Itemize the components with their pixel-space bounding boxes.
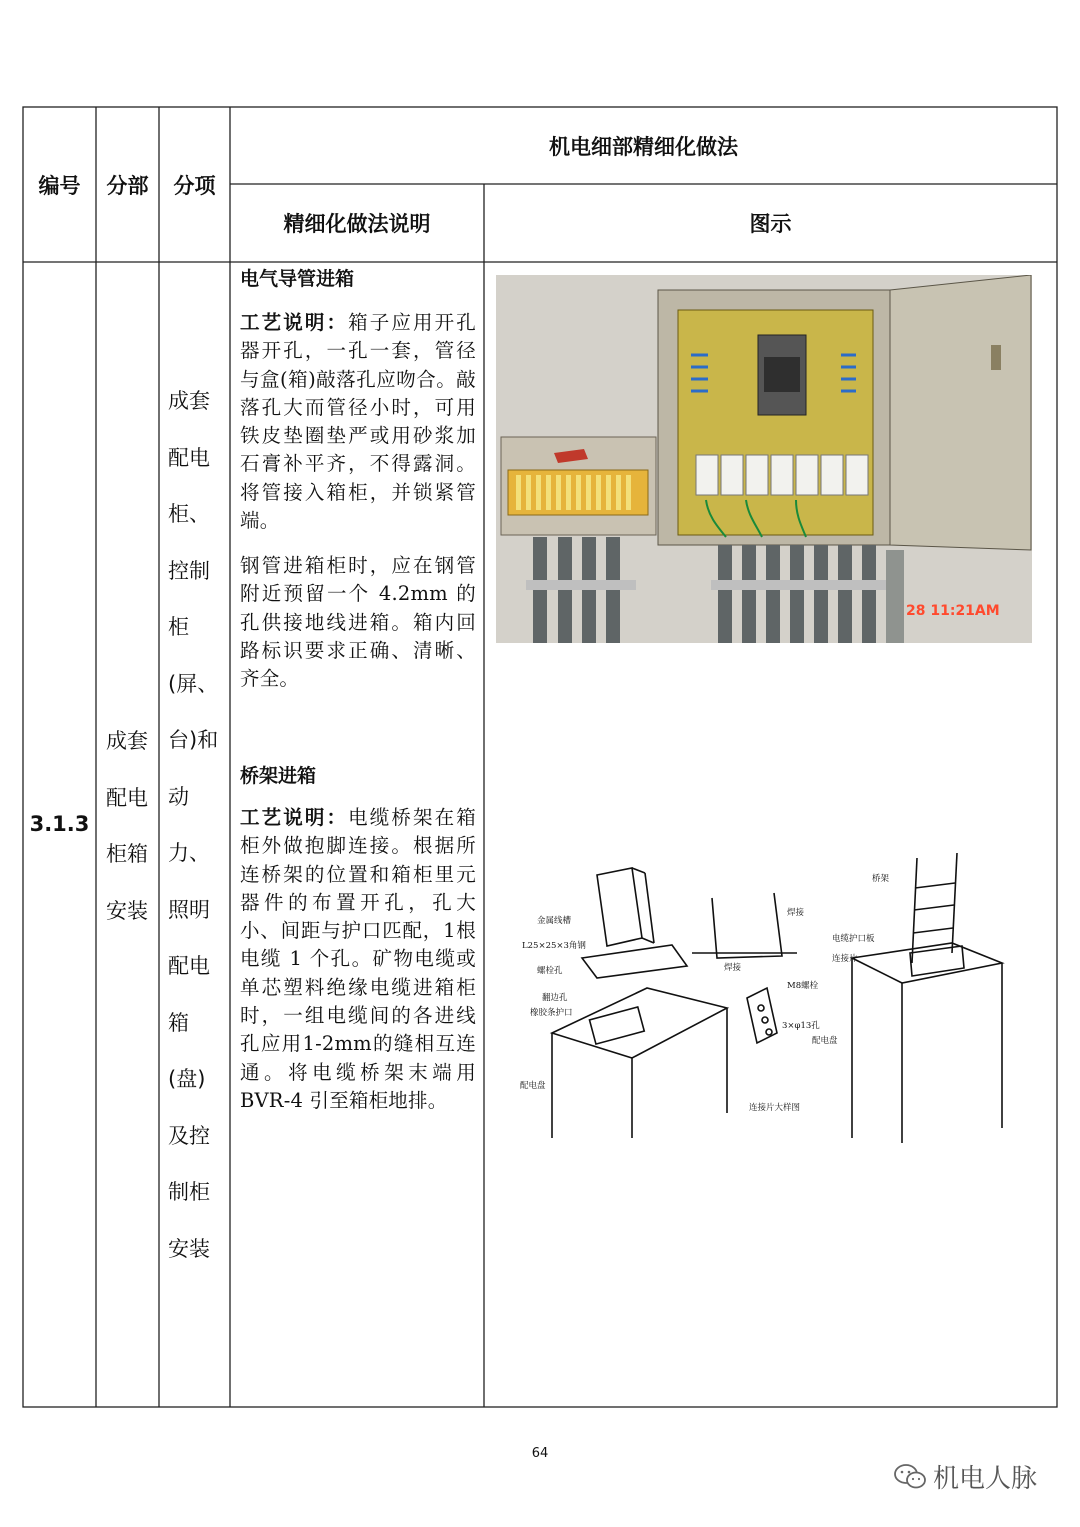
wechat-icon xyxy=(893,1463,927,1491)
item-line: 箱 xyxy=(168,1010,189,1035)
header-col-figure: 图示 xyxy=(749,212,792,236)
section-title-conduit: 电气导管进箱 xyxy=(240,268,355,290)
drawing-label: 橡胶条护口 xyxy=(530,1008,573,1018)
row-division xyxy=(106,713,148,939)
row-item xyxy=(168,373,218,1277)
process-text: 箱子应用开孔器开孔，一孔一套，管径与盒(箱)敲落孔应吻合。敲落孔大而管径小时，可用铁皮垫圈垫严或用砂浆加石膏补平齐，不得露洞。将管接入箱柜，并锁紧管端。 xyxy=(240,311,476,533)
section-title-tray: 桥架进箱 xyxy=(240,765,317,787)
process-text: 电缆桥架在箱柜外做抱脚连接。根据所连桥架的位置和箱柜里元器件的布置开孔，孔大小、间距与护口匹配，1根电缆 1 个孔。矿物电缆或单芯塑料绝缘电缆进箱柜时，一组电缆间的各进线孔应用1-2mm的缝相互连通。将电缆桥架末端用 BVR-4 引至箱柜地排。 xyxy=(240,806,476,1112)
drawing-label: 配电盘 xyxy=(812,1036,838,1046)
section-conduit-para2: 钢管进箱柜时，应在钢管附近预留一个 4.2mm 的孔供接地线进箱。箱内回路标识要求正确、清晰、齐全。 xyxy=(240,554,476,691)
drawing-label: 桥架 xyxy=(872,874,890,884)
item-line: 台)和 xyxy=(168,728,219,752)
photo-timestamp: 28 11:21AM xyxy=(906,603,1000,619)
header-col-division: 分部 xyxy=(106,173,149,198)
header-col-desc: 精细化做法说明 xyxy=(283,212,431,236)
drawing-label: 翻边孔 xyxy=(542,993,568,1003)
drawing-label: 3×φ13孔 xyxy=(782,1021,820,1031)
process-label: 工艺说明： xyxy=(240,806,349,829)
item-line: 力、 xyxy=(168,841,210,865)
division-line: 安装 xyxy=(106,898,148,923)
item-line: 照明 xyxy=(168,897,210,922)
item-line: (盘) xyxy=(168,1067,206,1091)
header-col-group: 机电细部精细化做法 xyxy=(549,134,738,159)
division-line: 配电 xyxy=(106,785,148,810)
item-line: 成套 xyxy=(168,389,210,413)
item-line: (屏、 xyxy=(168,671,219,696)
distribution-box-photo xyxy=(496,275,1032,643)
item-line: 及控 xyxy=(168,1123,210,1148)
drawing-label: L25×25×3角钢 xyxy=(522,941,586,951)
item-line: 控制 xyxy=(168,558,210,583)
division-line: 成套 xyxy=(106,729,148,753)
item-line: 柜 xyxy=(168,615,189,639)
item-line: 配电 xyxy=(168,954,210,978)
section-tray-para1 xyxy=(240,804,476,1115)
drawing-label: M8螺栓 xyxy=(787,981,819,991)
page-number: 64 xyxy=(531,1446,549,1461)
header-col-no: 编号 xyxy=(38,173,81,198)
drawing-label: 配电盘 xyxy=(520,1081,546,1091)
item-line: 配电 xyxy=(168,445,210,470)
drawing-label: 螺栓孔 xyxy=(537,966,563,976)
drawing-label: 焊接 xyxy=(724,963,742,973)
row-code: 3.1.3 xyxy=(29,812,90,836)
item-line: 安装 xyxy=(168,1236,210,1261)
header-col-item: 分项 xyxy=(173,173,216,198)
watermark xyxy=(893,1458,1037,1495)
drawing-label: 金属线槽 xyxy=(537,916,572,926)
drawing-label: 电缆护口板 xyxy=(832,934,875,944)
watermark-text: 机电人脉 xyxy=(933,1464,1038,1494)
division-line: 柜箱 xyxy=(106,842,148,866)
drawing-label: 连接片 xyxy=(832,954,858,964)
item-line: 动 xyxy=(168,784,189,809)
section-conduit-para1 xyxy=(240,309,476,535)
drawing-label: 焊接 xyxy=(787,908,805,918)
item-line: 柜、 xyxy=(168,502,210,526)
drawing-label: 连接片大样图 xyxy=(749,1103,801,1113)
item-line: 制柜 xyxy=(168,1180,210,1204)
tray-entry-drawing xyxy=(512,848,1012,1148)
process-label: 工艺说明： xyxy=(240,311,349,334)
